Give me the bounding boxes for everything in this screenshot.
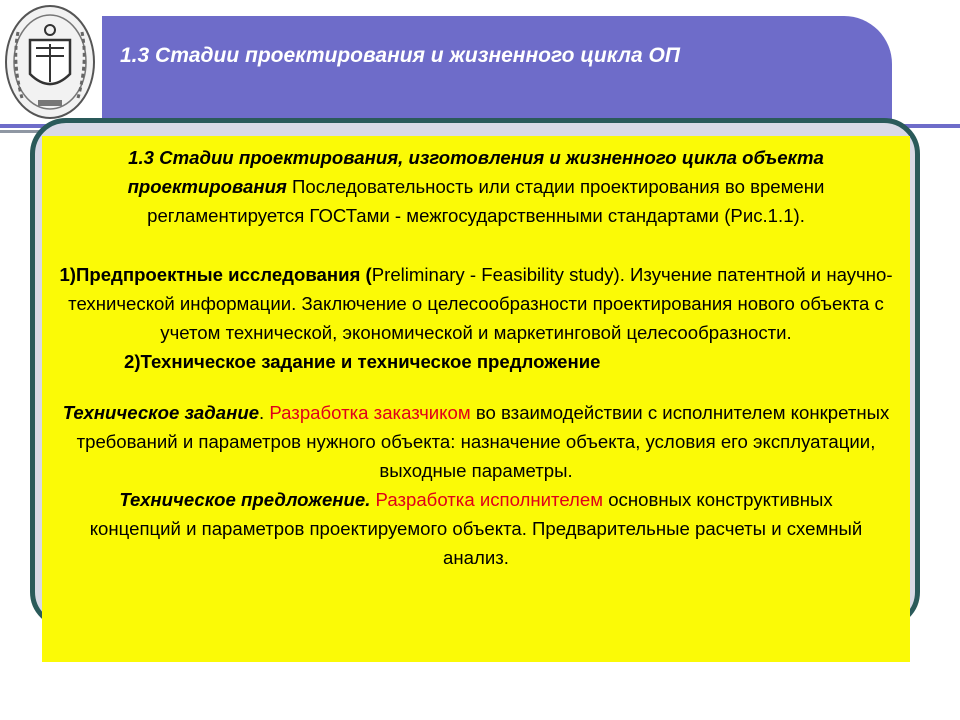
tp-paragraph: [42, 485, 910, 572]
stage2-title: 2)Техническое задание и техническое предложение: [124, 351, 601, 372]
tz-sep: .: [259, 402, 270, 423]
stage1-english: Preliminary - Feasibility study).: [371, 264, 625, 285]
stage1-paragraph: [42, 260, 910, 347]
stage1-title: 1)Предпроектные исследования (: [59, 264, 372, 285]
tz-text: во взаимодействии с исполнителем конкретных требований и параметров нужного объекта: назначение объекта, условия его эксплуатации, выходные параметры.: [76, 402, 890, 481]
tp-term: Техническое предложение.: [119, 489, 371, 510]
tp-text: основных конструктивных концепций и параметров проектируемого объекта. Предварительные расчеты и схемный анализ.: [89, 489, 863, 568]
stage1-text: Изучение патентной и научно-технической информации. Заключение о целесообразности проектирования нового объекта с учетом технической, экономической и маркетинговой целесообразности.: [68, 264, 893, 343]
title-banner: [102, 16, 892, 122]
tz-term: Техническое задание: [62, 402, 260, 423]
spacer: [42, 230, 910, 260]
intro-paragraph: [42, 143, 910, 230]
spacer: [42, 376, 910, 398]
intro-title: 1.3 Стадии проектирования, изготовления и жизненного цикла объекта проектирования: [127, 147, 824, 197]
tz-red-text: Разработка заказчиком: [269, 402, 471, 423]
tp-red-text: Разработка исполнителем: [370, 489, 604, 510]
slide-body: [42, 143, 910, 572]
university-emblem-icon: [2, 2, 98, 120]
intro-text: Последовательность или стадии проектирования во времени регламентируется ГОСТами - межгосударственными стандартами (Рис.1.1).: [147, 176, 825, 226]
page-title: 1.3 Стадии проектирования и жизненного цикла ОП: [120, 44, 680, 67]
tz-paragraph: [42, 398, 910, 485]
